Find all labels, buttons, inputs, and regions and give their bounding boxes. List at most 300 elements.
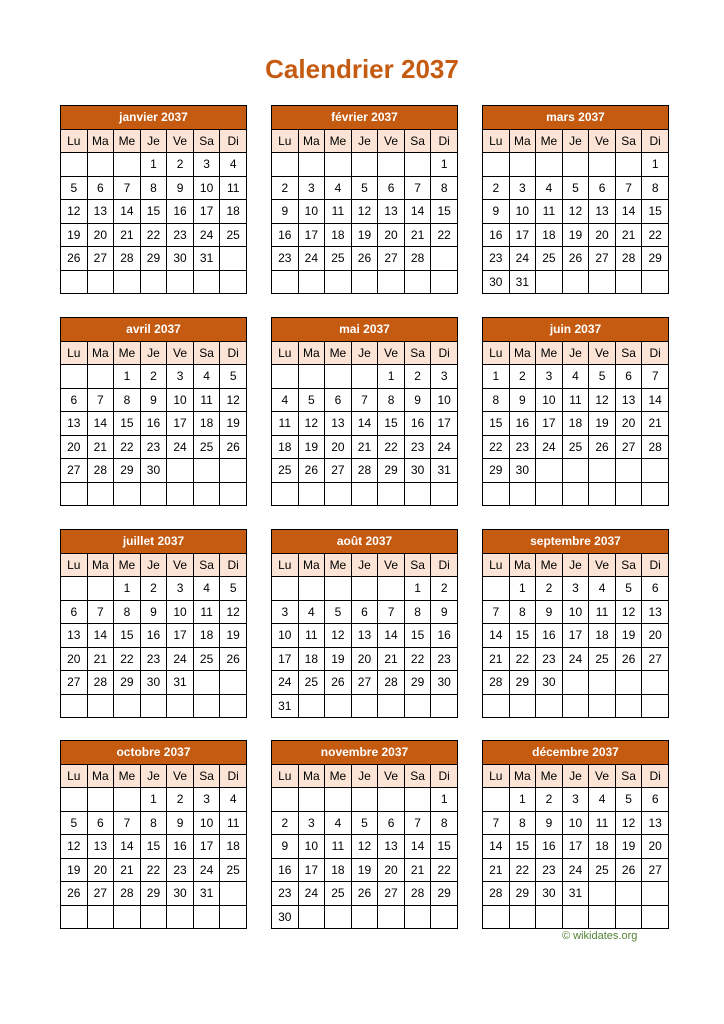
- day-cell: 4: [298, 600, 325, 624]
- day-cell: 16: [140, 412, 167, 436]
- day-cell: 2: [272, 176, 299, 200]
- day-cell: 17: [509, 223, 536, 247]
- day-cell: 16: [536, 835, 563, 859]
- day-cell: [615, 905, 642, 929]
- day-cell: 25: [589, 647, 616, 671]
- day-cell: 24: [562, 858, 589, 882]
- day-cell: 15: [509, 835, 536, 859]
- day-cell: [615, 270, 642, 294]
- weekday-header: Ve: [378, 129, 405, 153]
- day-cell: [562, 153, 589, 177]
- day-cell: 28: [642, 435, 669, 459]
- day-cell: 2: [509, 365, 536, 389]
- day-cell: 6: [378, 811, 405, 835]
- weekday-header: Sa: [193, 341, 220, 365]
- day-cell: 30: [272, 905, 299, 929]
- day-cell: 26: [562, 247, 589, 271]
- day-cell: [220, 671, 247, 695]
- day-cell: 17: [272, 647, 299, 671]
- day-cell: 27: [378, 882, 405, 906]
- day-cell: 1: [509, 577, 536, 601]
- day-cell: 29: [431, 882, 458, 906]
- day-cell: 14: [351, 412, 378, 436]
- day-cell: 18: [325, 858, 352, 882]
- day-cell: 15: [483, 412, 510, 436]
- day-cell: 27: [615, 435, 642, 459]
- day-cell: 3: [167, 577, 194, 601]
- day-cell: [431, 270, 458, 294]
- day-cell: 29: [114, 459, 141, 483]
- weekday-header: Lu: [272, 129, 299, 153]
- day-cell: 10: [562, 600, 589, 624]
- day-cell: [167, 270, 194, 294]
- day-cell: 1: [140, 788, 167, 812]
- month-table: [60, 317, 247, 506]
- day-cell: 9: [483, 200, 510, 224]
- day-cell: [220, 882, 247, 906]
- day-cell: 3: [272, 600, 299, 624]
- day-cell: 11: [298, 624, 325, 648]
- day-cell: 5: [220, 365, 247, 389]
- weekday-header: Di: [220, 129, 247, 153]
- day-cell: 1: [114, 365, 141, 389]
- day-cell: 21: [404, 223, 431, 247]
- day-cell: [509, 905, 536, 929]
- weekday-header: Ma: [298, 341, 325, 365]
- day-cell: 17: [167, 412, 194, 436]
- day-cell: 28: [114, 247, 141, 271]
- weekday-header: Ve: [378, 553, 405, 577]
- day-cell: 14: [378, 624, 405, 648]
- weekday-header: Ma: [87, 764, 114, 788]
- day-cell: [615, 459, 642, 483]
- day-cell: 27: [378, 247, 405, 271]
- weekday-header: Di: [642, 764, 669, 788]
- day-cell: 22: [140, 223, 167, 247]
- day-cell: [325, 788, 352, 812]
- day-cell: 18: [562, 412, 589, 436]
- day-cell: [378, 905, 405, 929]
- day-cell: 21: [642, 412, 669, 436]
- day-cell: 9: [167, 176, 194, 200]
- day-cell: 26: [220, 647, 247, 671]
- day-cell: 27: [642, 647, 669, 671]
- day-cell: 4: [220, 788, 247, 812]
- day-cell: [114, 153, 141, 177]
- day-cell: 10: [193, 811, 220, 835]
- day-cell: 31: [193, 882, 220, 906]
- day-cell: 16: [140, 624, 167, 648]
- day-cell: [642, 905, 669, 929]
- day-cell: 20: [87, 858, 114, 882]
- day-cell: 19: [615, 624, 642, 648]
- day-cell: 4: [193, 577, 220, 601]
- day-cell: 1: [431, 153, 458, 177]
- day-cell: 21: [114, 858, 141, 882]
- day-cell: [61, 482, 88, 506]
- day-cell: 30: [483, 270, 510, 294]
- day-cell: 7: [87, 600, 114, 624]
- day-cell: [589, 459, 616, 483]
- day-cell: 27: [61, 459, 88, 483]
- day-cell: [167, 694, 194, 718]
- weekday-header: Ve: [167, 341, 194, 365]
- day-cell: 22: [483, 435, 510, 459]
- weekday-header: Di: [220, 341, 247, 365]
- day-cell: 29: [140, 882, 167, 906]
- weekday-header: Sa: [615, 129, 642, 153]
- day-cell: 10: [193, 176, 220, 200]
- day-cell: 28: [483, 882, 510, 906]
- day-cell: 8: [509, 811, 536, 835]
- day-cell: [404, 905, 431, 929]
- day-cell: 20: [615, 412, 642, 436]
- day-cell: 1: [642, 153, 669, 177]
- day-cell: 6: [325, 388, 352, 412]
- day-cell: 25: [536, 247, 563, 271]
- day-cell: [272, 365, 299, 389]
- day-cell: [404, 694, 431, 718]
- day-cell: 2: [404, 365, 431, 389]
- day-cell: 30: [167, 882, 194, 906]
- day-cell: 3: [298, 811, 325, 835]
- weekday-header: Me: [536, 341, 563, 365]
- day-cell: 18: [325, 223, 352, 247]
- weekday-header: Ve: [378, 764, 405, 788]
- day-cell: [298, 365, 325, 389]
- day-cell: 31: [272, 694, 299, 718]
- weekday-header: Je: [562, 553, 589, 577]
- weekday-header: Lu: [483, 553, 510, 577]
- day-cell: [114, 482, 141, 506]
- day-cell: [114, 788, 141, 812]
- weekday-header: Me: [536, 129, 563, 153]
- weekday-header: Lu: [272, 553, 299, 577]
- day-cell: 19: [220, 412, 247, 436]
- weekday-header: Je: [140, 553, 167, 577]
- day-cell: 28: [404, 882, 431, 906]
- day-cell: 16: [431, 624, 458, 648]
- weekday-header: Sa: [193, 129, 220, 153]
- day-cell: 28: [404, 247, 431, 271]
- day-cell: 22: [114, 435, 141, 459]
- day-cell: [404, 482, 431, 506]
- day-cell: 13: [351, 624, 378, 648]
- day-cell: [483, 788, 510, 812]
- day-cell: 30: [140, 671, 167, 695]
- day-cell: [536, 270, 563, 294]
- day-cell: 17: [562, 835, 589, 859]
- day-cell: [220, 247, 247, 271]
- day-cell: 5: [220, 577, 247, 601]
- day-cell: 13: [61, 412, 88, 436]
- day-cell: [167, 459, 194, 483]
- day-cell: [272, 788, 299, 812]
- weekday-header: Di: [431, 553, 458, 577]
- day-cell: 12: [61, 835, 88, 859]
- day-cell: 15: [378, 412, 405, 436]
- day-cell: [87, 365, 114, 389]
- day-cell: 24: [562, 647, 589, 671]
- day-cell: 2: [167, 153, 194, 177]
- day-cell: 21: [615, 223, 642, 247]
- day-cell: 24: [431, 435, 458, 459]
- day-cell: 1: [404, 577, 431, 601]
- day-cell: 20: [378, 223, 405, 247]
- weekday-header: Sa: [193, 553, 220, 577]
- day-cell: [272, 577, 299, 601]
- day-cell: 13: [378, 200, 405, 224]
- day-cell: 3: [562, 577, 589, 601]
- day-cell: 30: [509, 459, 536, 483]
- day-cell: 2: [536, 577, 563, 601]
- day-cell: 23: [536, 647, 563, 671]
- weekday-header: Di: [642, 553, 669, 577]
- day-cell: 14: [615, 200, 642, 224]
- day-cell: 19: [61, 858, 88, 882]
- day-cell: [642, 882, 669, 906]
- day-cell: 29: [483, 459, 510, 483]
- day-cell: [642, 694, 669, 718]
- day-cell: 10: [431, 388, 458, 412]
- day-cell: [298, 905, 325, 929]
- day-cell: 10: [536, 388, 563, 412]
- weekday-header: Me: [114, 129, 141, 153]
- day-cell: 29: [404, 671, 431, 695]
- weekday-header: Ve: [167, 129, 194, 153]
- day-cell: [325, 153, 352, 177]
- day-cell: 5: [298, 388, 325, 412]
- month-table: [482, 740, 669, 929]
- day-cell: 6: [87, 176, 114, 200]
- weekday-header: Di: [431, 129, 458, 153]
- day-cell: [483, 577, 510, 601]
- day-cell: [220, 459, 247, 483]
- month-table: [60, 529, 247, 718]
- day-cell: 23: [404, 435, 431, 459]
- day-cell: 20: [378, 858, 405, 882]
- day-cell: [272, 270, 299, 294]
- weekday-header: Me: [325, 129, 352, 153]
- day-cell: 11: [536, 200, 563, 224]
- weekday-header: Ve: [378, 341, 405, 365]
- day-cell: [87, 577, 114, 601]
- day-cell: 26: [351, 882, 378, 906]
- day-cell: 8: [431, 811, 458, 835]
- day-cell: 25: [193, 647, 220, 671]
- day-cell: 27: [589, 247, 616, 271]
- day-cell: 28: [87, 459, 114, 483]
- day-cell: [61, 153, 88, 177]
- weekday-header: Sa: [404, 553, 431, 577]
- month-table: [60, 740, 247, 929]
- day-cell: [298, 482, 325, 506]
- day-cell: 25: [562, 435, 589, 459]
- day-cell: 22: [431, 858, 458, 882]
- weekday-header: Ma: [87, 129, 114, 153]
- day-cell: 21: [87, 647, 114, 671]
- weekday-header: Me: [325, 341, 352, 365]
- day-cell: [483, 482, 510, 506]
- weekday-header: Ve: [589, 129, 616, 153]
- day-cell: 10: [298, 200, 325, 224]
- day-cell: [87, 694, 114, 718]
- day-cell: 17: [298, 223, 325, 247]
- day-cell: 1: [114, 577, 141, 601]
- day-cell: 26: [298, 459, 325, 483]
- day-cell: 9: [404, 388, 431, 412]
- day-cell: 25: [220, 858, 247, 882]
- day-cell: 8: [140, 811, 167, 835]
- day-cell: 20: [325, 435, 352, 459]
- copyright-footer: © wikidates.org: [562, 930, 638, 942]
- day-cell: 4: [562, 365, 589, 389]
- day-cell: [193, 482, 220, 506]
- day-cell: 13: [378, 835, 405, 859]
- day-cell: 4: [193, 365, 220, 389]
- day-cell: 24: [193, 223, 220, 247]
- day-cell: [562, 270, 589, 294]
- day-cell: [351, 365, 378, 389]
- day-cell: 6: [378, 176, 405, 200]
- day-cell: 4: [536, 176, 563, 200]
- weekday-header: Je: [562, 129, 589, 153]
- day-cell: 27: [325, 459, 352, 483]
- day-cell: [404, 788, 431, 812]
- day-cell: 14: [87, 624, 114, 648]
- day-cell: 1: [509, 788, 536, 812]
- weekday-header: Me: [536, 764, 563, 788]
- day-cell: 23: [167, 223, 194, 247]
- day-cell: 6: [61, 388, 88, 412]
- month-table: [271, 105, 458, 294]
- day-cell: [351, 153, 378, 177]
- day-cell: [61, 905, 88, 929]
- day-cell: 14: [404, 200, 431, 224]
- day-cell: 3: [536, 365, 563, 389]
- day-cell: 10: [298, 835, 325, 859]
- day-cell: 16: [167, 200, 194, 224]
- day-cell: 22: [509, 647, 536, 671]
- weekday-header: Je: [562, 764, 589, 788]
- weekday-header: Sa: [404, 129, 431, 153]
- day-cell: 13: [642, 600, 669, 624]
- day-cell: 12: [589, 388, 616, 412]
- weekday-header: Lu: [272, 764, 299, 788]
- day-cell: 4: [272, 388, 299, 412]
- day-cell: 16: [483, 223, 510, 247]
- day-cell: 21: [404, 858, 431, 882]
- day-cell: [562, 671, 589, 695]
- day-cell: 3: [193, 788, 220, 812]
- day-cell: 6: [615, 365, 642, 389]
- weekday-header: Lu: [272, 341, 299, 365]
- day-cell: 27: [87, 247, 114, 271]
- day-cell: 15: [642, 200, 669, 224]
- day-cell: [140, 270, 167, 294]
- day-cell: 4: [325, 176, 352, 200]
- day-cell: [167, 905, 194, 929]
- weekday-header: Me: [325, 553, 352, 577]
- day-cell: 26: [325, 671, 352, 695]
- day-cell: 30: [536, 671, 563, 695]
- day-cell: 28: [483, 671, 510, 695]
- day-cell: 7: [114, 176, 141, 200]
- day-cell: [378, 788, 405, 812]
- day-cell: 11: [220, 811, 247, 835]
- month-name: novembre 2037: [272, 741, 458, 765]
- page-title: Calendrier 2037: [265, 54, 459, 84]
- day-cell: 25: [272, 459, 299, 483]
- day-cell: 26: [589, 435, 616, 459]
- day-cell: 17: [193, 835, 220, 859]
- day-cell: 6: [87, 811, 114, 835]
- day-cell: [272, 482, 299, 506]
- day-cell: [642, 459, 669, 483]
- day-cell: 14: [404, 835, 431, 859]
- day-cell: 13: [325, 412, 352, 436]
- weekday-header: Je: [140, 129, 167, 153]
- day-cell: 11: [562, 388, 589, 412]
- day-cell: 25: [298, 671, 325, 695]
- day-cell: [220, 270, 247, 294]
- day-cell: [325, 365, 352, 389]
- day-cell: 31: [562, 882, 589, 906]
- day-cell: 23: [140, 435, 167, 459]
- day-cell: [378, 694, 405, 718]
- day-cell: 22: [378, 435, 405, 459]
- day-cell: 8: [483, 388, 510, 412]
- weekday-header: Sa: [404, 341, 431, 365]
- day-cell: [589, 270, 616, 294]
- day-cell: 5: [351, 176, 378, 200]
- day-cell: 30: [536, 882, 563, 906]
- weekday-header: Ma: [509, 341, 536, 365]
- day-cell: [509, 482, 536, 506]
- day-cell: [562, 905, 589, 929]
- day-cell: [325, 482, 352, 506]
- day-cell: [589, 882, 616, 906]
- day-cell: 9: [431, 600, 458, 624]
- day-cell: 9: [167, 811, 194, 835]
- month-table: [60, 105, 247, 294]
- day-cell: 23: [272, 882, 299, 906]
- day-cell: 2: [140, 577, 167, 601]
- day-cell: 16: [536, 624, 563, 648]
- day-cell: 21: [483, 858, 510, 882]
- day-cell: 24: [298, 247, 325, 271]
- weekday-header: Ma: [509, 764, 536, 788]
- day-cell: [536, 905, 563, 929]
- day-cell: 20: [351, 647, 378, 671]
- day-cell: [298, 577, 325, 601]
- day-cell: 12: [562, 200, 589, 224]
- day-cell: 11: [325, 200, 352, 224]
- day-cell: 5: [351, 811, 378, 835]
- day-cell: [61, 270, 88, 294]
- day-cell: [589, 905, 616, 929]
- day-cell: 18: [298, 647, 325, 671]
- day-cell: 31: [167, 671, 194, 695]
- day-cell: 7: [351, 388, 378, 412]
- day-cell: 19: [351, 223, 378, 247]
- day-cell: 9: [272, 835, 299, 859]
- day-cell: 10: [509, 200, 536, 224]
- day-cell: 30: [431, 671, 458, 695]
- day-cell: 28: [114, 882, 141, 906]
- day-cell: 18: [536, 223, 563, 247]
- weekday-header: Ve: [589, 764, 616, 788]
